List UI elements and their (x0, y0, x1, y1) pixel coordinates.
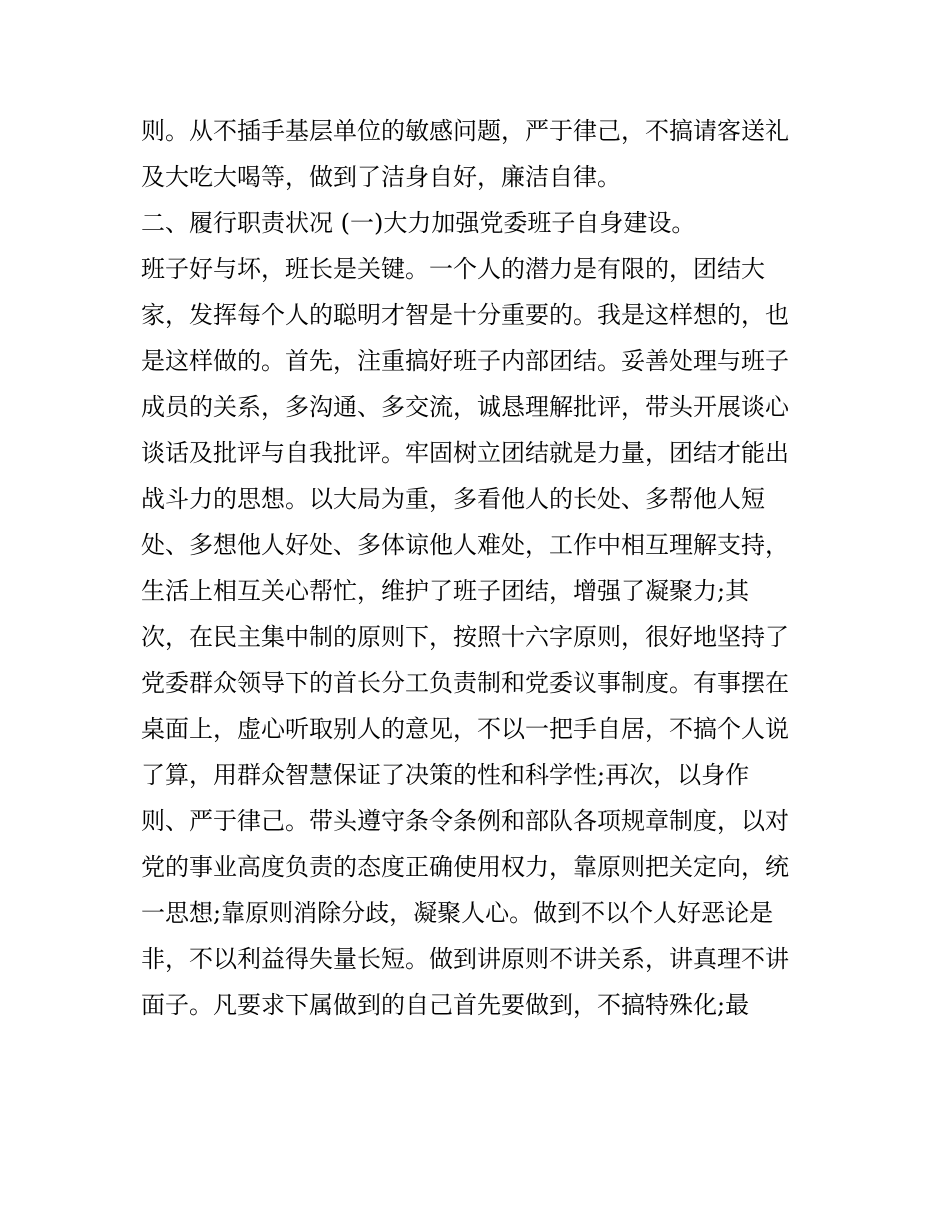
text-line: 桌面上，虚心听取别人的意见，不以一把手自居，不搞个人说 (141, 715, 789, 743)
text-line: 了算，用群众智慧保证了决策的性和科学性;再次，以身作 (141, 761, 750, 789)
text-line: 谈话及批评与自我批评。牢固树立团结就是力量，团结才能出 (141, 439, 789, 467)
text-line: 次，在民主集中制的原则下，按照十六字原则，很好地坚持了 (141, 623, 789, 651)
text-line: 则。从不插手基层单位的敏感问题，严于律己，不搞请客送礼 (141, 117, 789, 145)
text-line: 班子好与坏，班长是关键。一个人的潜力是有限的，团结大 (141, 255, 765, 283)
text-line: 则、严于律己。带头遵守条令条例和部队各项规章制度，以对 (141, 807, 789, 835)
text-line: 战斗力的思想。以大局为重，多看他人的长处、多帮他人短 (141, 485, 765, 513)
body-text (141, 108, 821, 1028)
text-line: 家，发挥每个人的聪明才智是十分重要的。我是这样想的，也 (141, 301, 789, 329)
section-heading: 二、履行职责状况 (一)大力加强党委班子自身建设。 (141, 209, 696, 237)
text-line: 处、多想他人好处、多体谅他人难处，工作中相互理解支持， (141, 531, 789, 559)
text-line: 生活上相互关心帮忙，维护了班子团结，增强了凝聚力;其 (141, 577, 750, 605)
text-line: 成员的关系，多沟通、多交流，诚恳理解批评，带头开展谈心 (141, 393, 789, 421)
text-line: 党的事业高度负责的态度正确使用权力，靠原则把关定向，统 (141, 853, 789, 881)
text-line: 是这样做的。首先，注重搞好班子内部团结。妥善处理与班子 (141, 347, 789, 375)
text-line: 党委群众领导下的首长分工负责制和党委议事制度。有事摆在 (141, 669, 789, 697)
text-line: 非，不以利益得失量长短。做到讲原则不讲关系，讲真理不讲 (141, 945, 789, 973)
text-line: 及大吃大喝等，做到了洁身自好，廉洁自律。 (141, 163, 621, 191)
text-line: 一思想;靠原则消除分歧，凝聚人心。做到不以个人好恶论是 (141, 899, 774, 927)
text-line: 面子。凡要求下属做到的自己首先要做到，不搞特殊化;最 (141, 991, 750, 1019)
